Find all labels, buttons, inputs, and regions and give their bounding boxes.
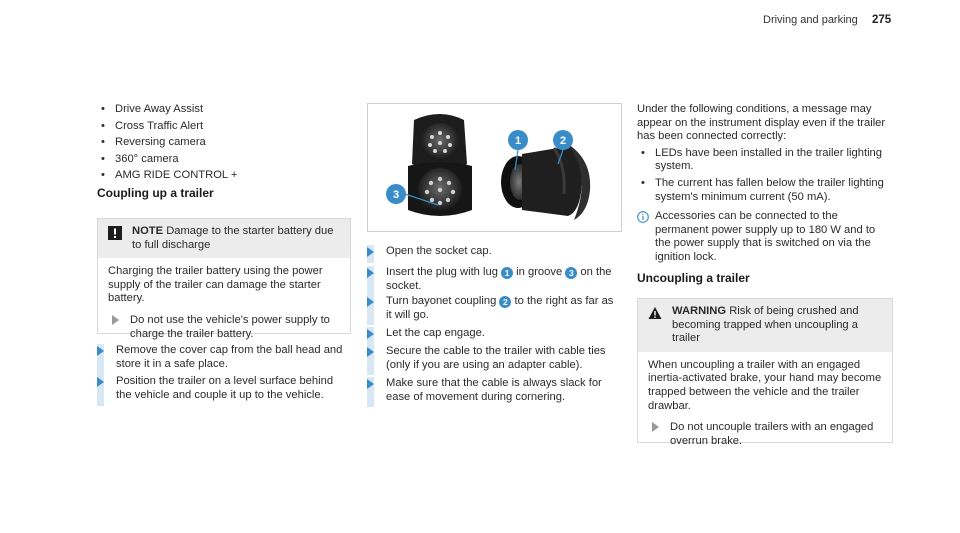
running-header: Driving and parking: [763, 14, 858, 26]
arrow-icon: [652, 422, 659, 432]
arrow-icon: [112, 315, 119, 325]
step-text: Open the socket cap.: [386, 245, 492, 257]
step-text-part: in groove: [513, 266, 566, 278]
info-icon: [637, 211, 649, 223]
arrow-icon: [367, 247, 374, 257]
socket-illustration: [368, 104, 621, 231]
callout-2: 2: [559, 135, 567, 147]
step-text-part: Turn bayonet coupling: [386, 295, 500, 307]
step-text: Position the trailer on a level surface behind the vehicle and couple it up to the vehicle.: [116, 375, 334, 401]
step-text: [386, 266, 622, 293]
list-item: • Cross Traffic Alert: [97, 120, 349, 134]
step-item: [367, 245, 622, 263]
warning-title: Risk of being crushed and becoming trapped when uncoupling a trailer: [672, 305, 859, 345]
step-text: Secure the cable to the trailer with cable ties (only if you are using an adapter cable).: [386, 345, 606, 371]
info-text: Accessories can be connected to the permanent power supply up to 180 W and to the power supply that is switched on via the ignition lock.: [655, 210, 876, 263]
note-title: Damage to the starter battery due to full discharge: [132, 225, 334, 251]
step-text: [386, 295, 622, 322]
column-right: [637, 103, 893, 285]
step-item: [97, 375, 349, 406]
arrow-icon: [367, 297, 374, 307]
callout-ref-2: 2: [499, 296, 511, 308]
step-item: [367, 295, 622, 325]
list-item: • LEDs have been installed in the trailer lighting system.: [637, 147, 893, 174]
warning-step: [648, 421, 884, 448]
feature-list: [97, 103, 349, 183]
arrow-icon: [367, 329, 374, 339]
list-item: • Drive Away Assist: [97, 103, 349, 117]
callout-ref-1: 1: [501, 267, 513, 279]
section-heading: Uncoupling a trailer: [637, 270, 750, 285]
step-item: [367, 327, 622, 345]
trailer-socket-figure: [367, 103, 622, 232]
page-number: 275: [872, 14, 892, 26]
note-header: [98, 219, 350, 258]
arrow-icon: [367, 268, 374, 278]
note-label: NOTE: [132, 225, 164, 237]
step-text: Let the cap engage.: [386, 327, 485, 339]
exclamation-icon: [108, 226, 122, 240]
warning-box: [637, 298, 893, 447]
step-text-part: Insert the plug with lug: [386, 266, 502, 278]
note-text: Charging the trailer battery using the power supply of the trailer can damage the starter battery.: [108, 265, 323, 305]
warning-body: [638, 352, 892, 457]
callout-3: 3: [392, 189, 400, 201]
step-item: [367, 345, 622, 375]
step-text-part: to the right as far as it will go.: [386, 295, 614, 321]
note-box: [97, 218, 351, 340]
arrow-icon: [97, 377, 104, 387]
warning-step-text: Do not uncouple trailers with an engaged overrun brake.: [670, 421, 874, 447]
callout-1: 1: [514, 135, 522, 147]
warning-text: When uncoupling a trailer with an engaged inertia-activated brake, your hand may become trapped between the vehicle and the trailer drawbar.: [648, 358, 882, 412]
arrow-icon: [97, 346, 104, 356]
list-item: • 360° camera: [97, 153, 349, 167]
arrow-icon: [367, 347, 374, 357]
list-item: • The current has fallen below the trailer lighting system's minimum current (50 mA).: [637, 177, 893, 204]
note-step-text: Do not use the vehicle's power supply to charge the trailer battery.: [130, 313, 330, 340]
condition-list: [637, 147, 893, 204]
warning-triangle-icon: [648, 306, 662, 320]
note-step: [108, 314, 342, 341]
arrow-icon: [367, 379, 374, 389]
section-heading: Coupling up a trailer: [97, 185, 214, 200]
step-item: [367, 266, 622, 296]
note-body: [98, 258, 350, 349]
column-left: [97, 103, 349, 201]
warning-label: WARNING: [672, 305, 727, 317]
info-note: [637, 210, 893, 264]
step-text: Make sure that the cable is always slack for ease of movement during cornering.: [386, 377, 602, 403]
step-text: Remove the cover cap from the ball head and store it in a safe place.: [116, 344, 343, 370]
list-item: • AMG RIDE CONTROL +: [97, 169, 349, 183]
step-text-part: on the socket.: [386, 266, 612, 292]
callout-ref-3: 3: [565, 267, 577, 279]
step-item: [367, 377, 622, 407]
intro-paragraph: Under the following conditions, a message may appear on the instrument display even if the trailer has been connected correctly:: [637, 103, 886, 143]
warning-header: [638, 299, 892, 352]
list-item: • Reversing camera: [97, 136, 349, 150]
